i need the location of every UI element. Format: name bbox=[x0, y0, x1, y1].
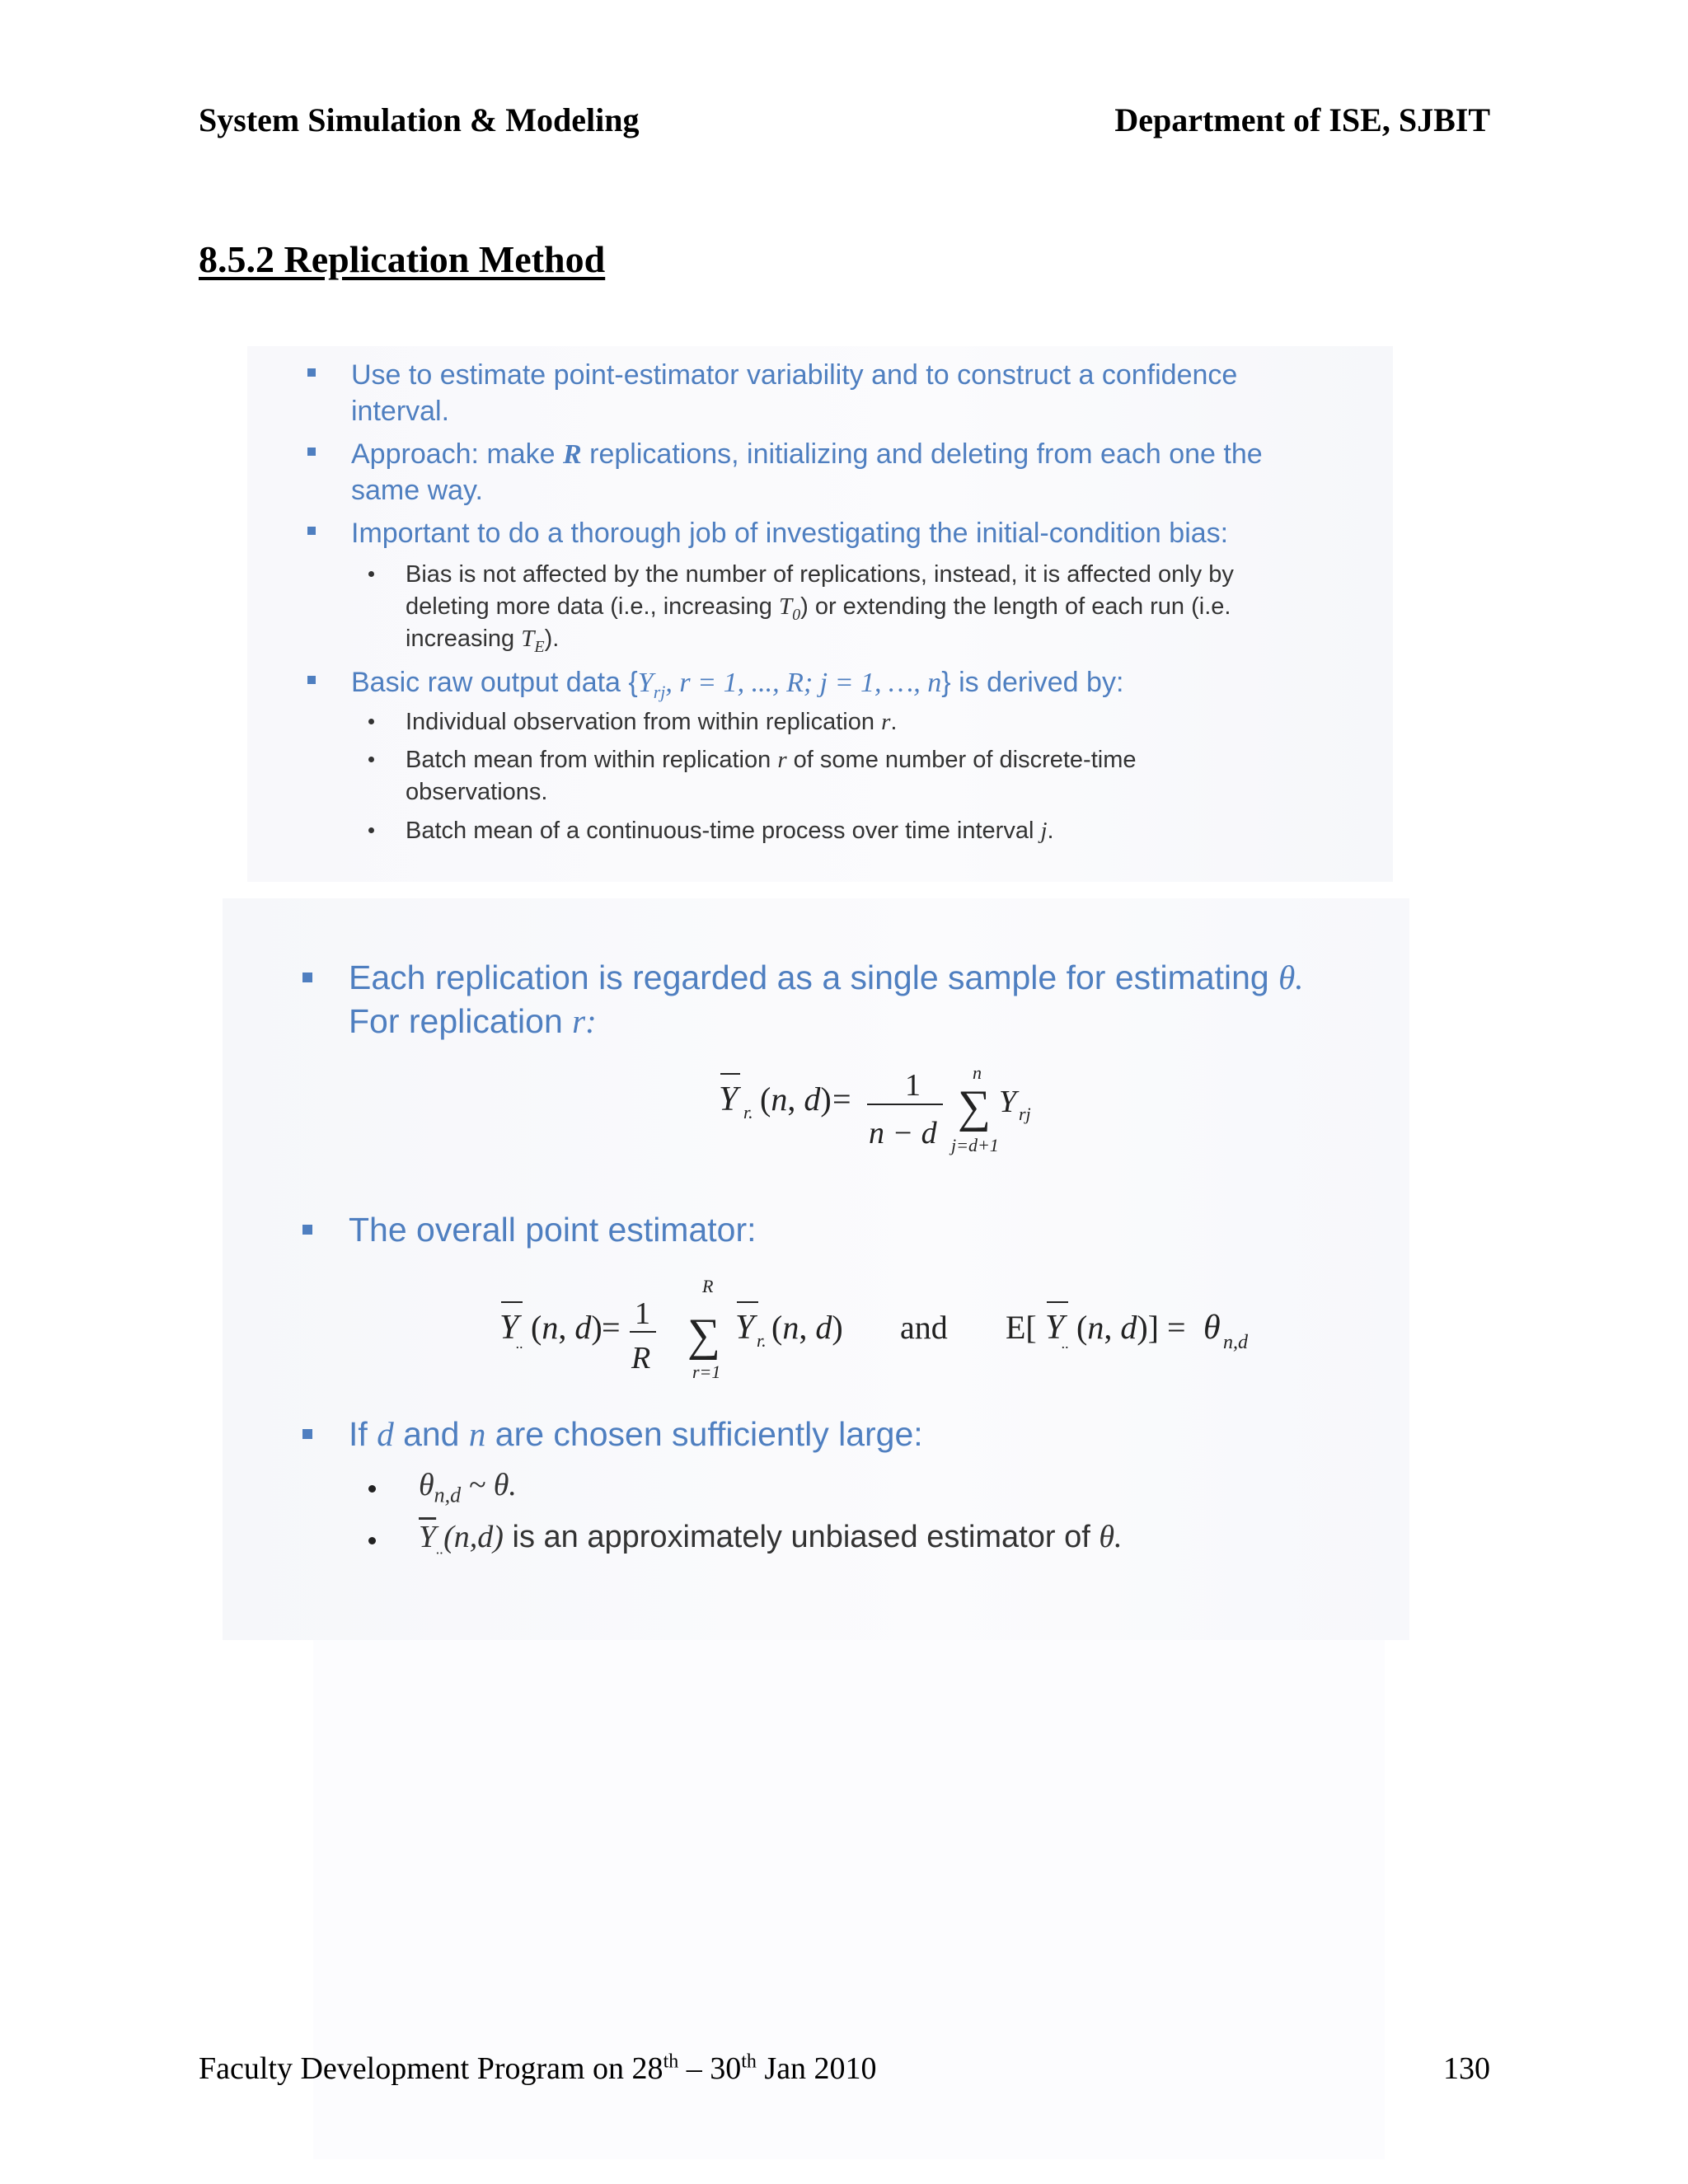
bullet-dot-icon bbox=[368, 571, 374, 577]
svg-text:Y: Y bbox=[719, 1080, 738, 1118]
bullet-dot-icon bbox=[368, 1485, 376, 1493]
bullet-text: The overall point estimator: bbox=[349, 1211, 757, 1249]
bullet-text: interval. bbox=[351, 396, 450, 427]
svg-text:1: 1 bbox=[905, 1068, 921, 1103]
sub-bullet-text: Batch mean of a continuous-time process over time interval j. bbox=[406, 818, 1054, 844]
svg-text:..: .. bbox=[1062, 1335, 1069, 1352]
sub-bullet-text: deleting more data (i.e., increasing $T_0$) or extending the length of each run (i.e. bbox=[406, 593, 1231, 624]
sub-bullet-text: $\theta_{n,d}$ ~ θ. bbox=[419, 1468, 517, 1507]
svg-text:(n, d): (n, d) bbox=[771, 1309, 843, 1346]
svg-text:n: n bbox=[973, 1062, 982, 1083]
svg-text:(n, d)] =: (n, d)] = bbox=[1076, 1309, 1186, 1346]
and-text: and bbox=[900, 1309, 948, 1346]
svg-text:r=1: r=1 bbox=[692, 1361, 721, 1382]
svg-text:∑: ∑ bbox=[958, 1081, 991, 1132]
bullet-dot-icon bbox=[368, 827, 374, 833]
svg-text:Y: Y bbox=[1045, 1309, 1065, 1347]
bullet-square-icon bbox=[307, 368, 316, 377]
bullet-text: same way. bbox=[351, 475, 483, 506]
bullet-text: If d and n are chosen sufficiently large: bbox=[349, 1415, 923, 1453]
bullet-square-icon bbox=[302, 972, 312, 982]
svg-text:R: R bbox=[631, 1341, 651, 1376]
bullet-dot-icon bbox=[368, 719, 374, 724]
svg-text:θ: θ bbox=[1203, 1309, 1221, 1347]
svg-text:1: 1 bbox=[635, 1296, 650, 1331]
sub-bullet-text: Batch mean from within replication r of some number of discrete-time bbox=[406, 747, 1137, 773]
svg-text:∑: ∑ bbox=[687, 1310, 720, 1361]
sub-bullet-text: Individual observation from within replication r. bbox=[406, 709, 898, 735]
header-title: System Simulation & Modeling bbox=[199, 101, 640, 138]
header-department: Department of ISE, SJBIT bbox=[1114, 101, 1490, 138]
bullet-text: Important to do a thorough job of investigating the initial-condition bias: bbox=[351, 518, 1229, 549]
sub-bullet-text: $\overline{Y}_{..}(n,d)$ is an approximately unbiased estimator of θ. bbox=[419, 1520, 1123, 1558]
equation-overall-estimator bbox=[495, 1269, 1269, 1385]
svg-text:(n, d): (n, d) bbox=[531, 1309, 603, 1346]
sub-bullet-text: observations. bbox=[406, 779, 548, 805]
bullet-text: Use to estimate point-estimator variability and to construct a confidence bbox=[351, 359, 1238, 391]
svg-text:rj: rj bbox=[1019, 1104, 1031, 1124]
bullet-text: For replication r: bbox=[349, 1002, 597, 1040]
svg-text:(n, d): (n, d) bbox=[760, 1080, 832, 1118]
bullet-square-icon bbox=[307, 527, 316, 535]
page-number: 130 bbox=[1443, 2051, 1490, 2086]
svg-text:Y: Y bbox=[735, 1309, 755, 1347]
bullet-square-icon bbox=[302, 1429, 312, 1439]
svg-text:Y: Y bbox=[999, 1085, 1017, 1119]
footer-text: Faculty Development Program on 28th – 30th Jan 2010 bbox=[199, 2050, 877, 2086]
svg-text:j=d+1: j=d+1 bbox=[951, 1135, 999, 1155]
svg-text:..: .. bbox=[516, 1335, 523, 1352]
bullet-text: Each replication is regarded as a single sample for estimating θ. bbox=[349, 958, 1304, 996]
svg-text:=: = bbox=[602, 1309, 621, 1346]
section-title: 8.5.2 Replication Method bbox=[199, 238, 606, 280]
svg-text:n,d: n,d bbox=[1223, 1332, 1248, 1353]
svg-text:Y: Y bbox=[499, 1309, 519, 1347]
bullet-text: Basic raw output data {$Y_{rj}$, r = 1, ..., R; j = 1, …, n} is derived by: bbox=[351, 667, 1124, 702]
equation-replication-mean bbox=[709, 1059, 1055, 1166]
sub-bullet-text: Bias is not affected by the number of replications, instead, it is affected only by bbox=[406, 561, 1234, 588]
bullet-square-icon bbox=[302, 1225, 312, 1235]
sub-bullet-text: increasing $T_E$). bbox=[406, 626, 560, 656]
bullet-text: Approach: make R replications, initializing and deleting from each one the bbox=[351, 438, 1263, 470]
bullet-square-icon bbox=[307, 448, 316, 456]
bullet-dot-icon bbox=[368, 757, 374, 762]
svg-text:r.: r. bbox=[743, 1102, 753, 1122]
svg-text:r.: r. bbox=[757, 1330, 767, 1351]
svg-text:=: = bbox=[832, 1080, 851, 1118]
bullet-dot-icon bbox=[368, 1537, 376, 1544]
bullet-square-icon bbox=[307, 676, 316, 684]
svg-text:R: R bbox=[702, 1276, 714, 1296]
svg-text:n − d: n − d bbox=[869, 1116, 937, 1151]
svg-text:E[: E[ bbox=[1006, 1309, 1037, 1346]
